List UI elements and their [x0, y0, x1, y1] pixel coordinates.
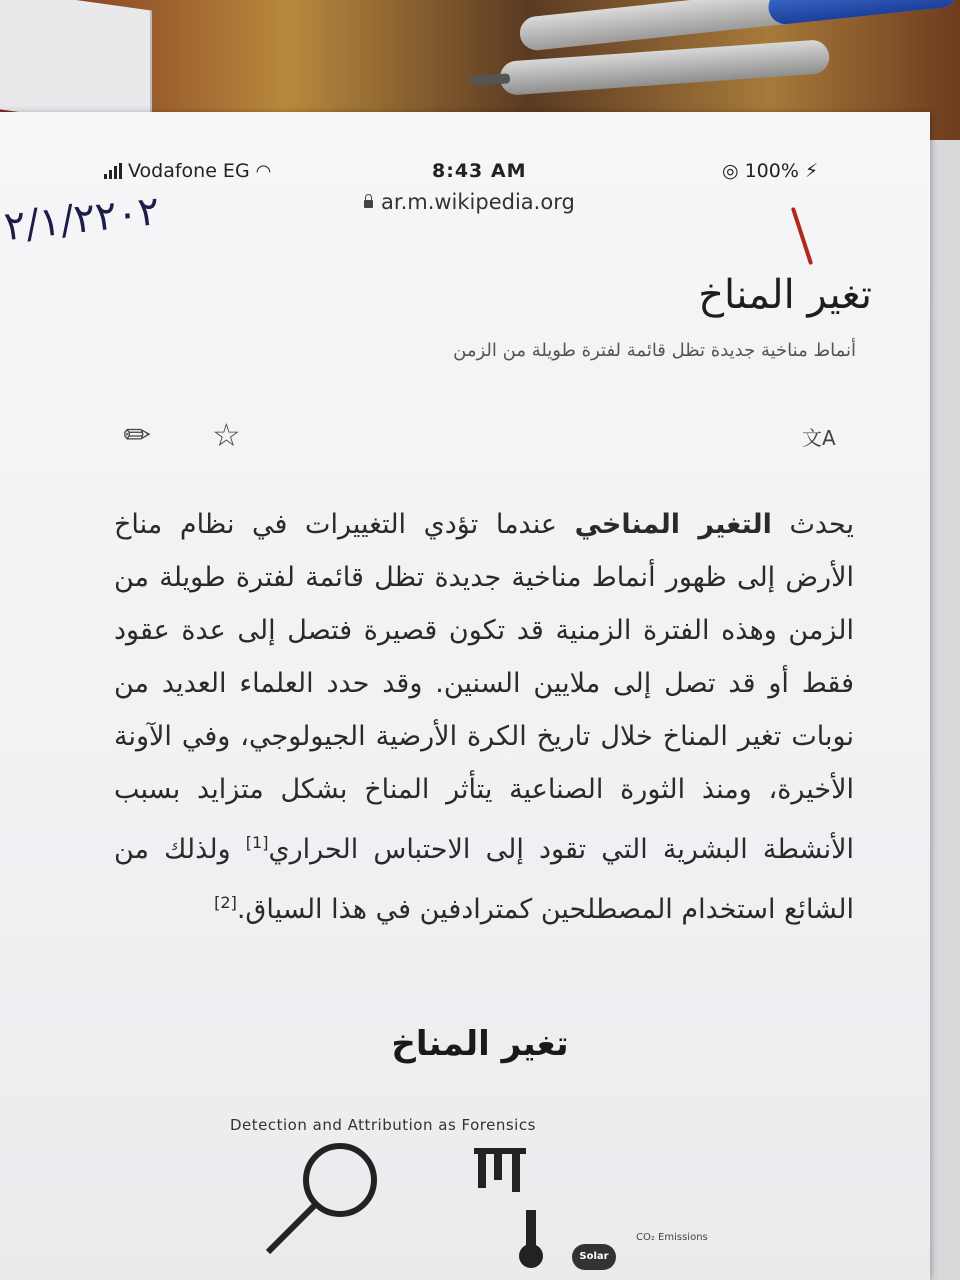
lock-icon [364, 200, 373, 208]
address-bar[interactable] [364, 190, 575, 214]
emissions-label: CO₂ Emissions [636, 1232, 708, 1243]
lead-term[interactable]: التغير المناخي [574, 509, 772, 540]
translate-icon[interactable]: 文A [802, 426, 836, 450]
infobox-title: تغير المناخ [391, 1024, 569, 1064]
star-icon[interactable]: ☆ [212, 416, 241, 454]
battery-percent: 100% [744, 160, 799, 182]
solar-badge: Solar [572, 1244, 616, 1270]
factory-icon [474, 1148, 526, 1192]
pencil-icon[interactable]: ✎ [114, 412, 161, 458]
page-subtitle: أنماط مناخية جديدة تظل قائمة لفترة طويلة من الزمن [453, 340, 856, 361]
body-middle: عندما تؤدي التغييرات في نظام مناخ الأرض إلى ظهور أنماط مناخية جديدة تظل قائمة لفترة طويلة من الزمن وهذه الفترة الزمنية قد تكون قصيرة فتصل إلى عدة عقود فقط أو قد تصل إلى ملايين السنين. وقد حدد العلماء العديد من نوبات تغير المناخ خلال تاريخ الكرة الأرضية الجيولوجي، وفي الآونة الأخيرة، ومنذ الثورة الصناعية يتأثر المناخ بشكل متزايد بسبب الأنشطة البشرية التي تقود إلى الاحتباس الحراري [114, 509, 854, 865]
lock-rotation-icon: ◎ [722, 160, 739, 182]
charging-icon: ⚡ [804, 160, 819, 182]
url-text: ar.m.wikipedia.org [381, 190, 575, 214]
infobox-figure [250, 1140, 770, 1280]
body-end: ولذلك من الشائع استخدام المصطلحين كمترادفين في هذا السياق. [114, 834, 854, 925]
magnifier-icon [268, 1146, 374, 1252]
signal-icon [104, 163, 122, 179]
wifi-icon: ◠ [255, 160, 272, 182]
body-start: يحدث [771, 509, 854, 540]
reference-2[interactable]: [2] [214, 893, 237, 912]
carrier-name: Vodafone EG [128, 160, 250, 182]
page-title: تغير المناخ [698, 272, 872, 318]
handwritten-date: ٢٠٢٢/١/٢ [2, 187, 162, 251]
thermometer-icon [519, 1210, 543, 1268]
carrier [104, 160, 271, 182]
infobox-caption: Detection and Attribution as Forensics [230, 1116, 536, 1134]
article-body [114, 498, 854, 936]
status-bar [0, 160, 930, 190]
reference-1[interactable]: [1] [245, 833, 269, 852]
clock: 8:43 AM [432, 160, 527, 182]
battery [722, 160, 818, 182]
